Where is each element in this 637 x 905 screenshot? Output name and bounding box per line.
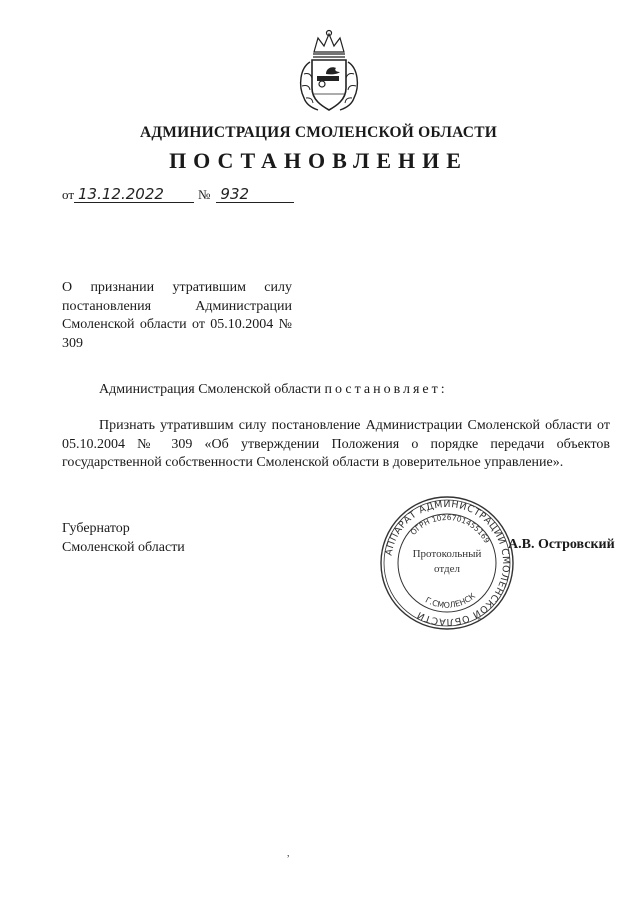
preamble (99, 382, 448, 398)
number-label: № (198, 187, 211, 202)
stamp-ogrn: ОГРН 1026701455169 (408, 512, 492, 545)
document-subject: О признании утратившим силу постановления Администрации Смоленской области от 05.10.2004 № 309 (62, 280, 292, 351)
stamp-center-line2: отдел (434, 563, 460, 575)
stamp-city: Г.СМОЛЕНСК (423, 591, 477, 610)
signer-position-line1: Губернатор (62, 521, 130, 536)
signer-position (62, 519, 185, 557)
official-stamp (378, 494, 516, 632)
signer-position-line2: Смоленской области (62, 540, 185, 555)
preamble-text: Администрация Смоленской области (99, 382, 322, 397)
resolution-text: Признать утратившим силу постановление Администрации Смоленской области от 05.10.2004 № 309 «Об утверждении Положения о порядке передачи объектов государственной собственности Смоленской области в доверительное управление». (62, 418, 610, 470)
coat-of-arms-icon (296, 28, 362, 114)
stamp-ring-text: АППАРАТ АДМИНИСТРАЦИИ СМОЛЕНСКОЙ ОБЛАСТИ (383, 498, 512, 628)
preamble-verb: постановляет: (324, 382, 448, 397)
document-date: 13.12.2022 (74, 186, 194, 203)
document-type-title: ПОСТАНОВЛЕНИЕ (169, 148, 468, 173)
document-number: 932 (216, 186, 294, 203)
document-number-line (62, 186, 294, 203)
stamp-center-line1: Протокольный (412, 548, 482, 560)
from-label: от (62, 187, 75, 202)
footer-mark: , (287, 848, 290, 859)
signer-name: А.В. Островский (508, 537, 615, 552)
organization-title: АДМИНИСТРАЦИЯ СМОЛЕНСКОЙ ОБЛАСТИ (139, 124, 497, 141)
